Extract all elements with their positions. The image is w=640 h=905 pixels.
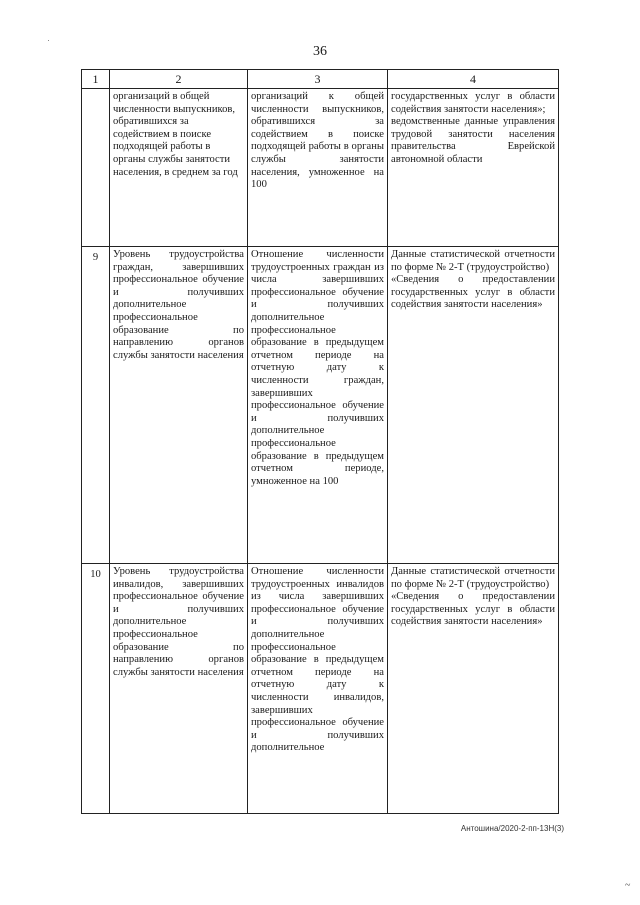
source-cell: [388, 89, 559, 247]
table-row: [82, 89, 559, 247]
table-row: [82, 247, 559, 564]
row-number: 10: [82, 564, 110, 814]
column-header: 4: [388, 70, 559, 89]
indicator-text: Уровень трудоустройства граждан, завершивших профессиональное обучение и получивших дополнительное профессиональное образование по направлению органов службы занятости населения: [113, 249, 244, 361]
source-text: «Сведения о предоставлении государственных услуг в области содействия занятости населения»: [391, 274, 555, 311]
indicator-cell: [110, 247, 248, 564]
method-cell: [248, 564, 388, 814]
indicator-text: Уровень трудоустройства инвалидов, завершивших профессиональное обучение и получивших дополнительное профессиональное образование по направлению органов службы занятости населения: [113, 566, 244, 678]
indicator-cell: [110, 564, 248, 814]
column-header: 1: [82, 70, 110, 89]
method-text: Отношение численности трудоустроенных инвалидов из числа завершивших профессиональное обучение и получивших дополнительное профессиональное образование в предыдущем отчетном периоде на отчетную дату к численности инвалидов, завершивших профессиональное обучение и получивших дополнительное: [251, 566, 384, 754]
column-header: 2: [110, 70, 248, 89]
method-text: организаций к общей численности выпускников, обратившихся за содействием в поиске подходящей работы в органы службы занятости населения, умноженное на 100: [251, 91, 384, 191]
source-text: ведомственные данные управления трудовой занятости населения правительства Еврейской автономной области: [391, 116, 555, 165]
corner-mark: ~: [625, 880, 631, 891]
table-header-row: [82, 70, 559, 89]
page-number: 36: [313, 44, 327, 59]
scan-speck: [48, 40, 49, 41]
indicators-table: [81, 69, 559, 814]
source-text: «Сведения о предоставлении государственных услуг в области содействия занятости населения»: [391, 591, 555, 628]
indicator-cell: [110, 89, 248, 247]
method-text: Отношение численности трудоустроенных граждан из числа завершивших профессиональное обучение и получивших дополнительное профессиональное образование в предыдущем отчетном периоде на отчетную дату к численности граждан, завершивших профессиональное обучение и получивших дополнительное профессиональное образование в предыдущем отчетном периоде, умноженное на 100: [251, 249, 384, 487]
source-cell: [388, 564, 559, 814]
source-cell: [388, 247, 559, 564]
source-text: Данные статистической отчетности по форме № 2-Т (трудоустройство): [391, 566, 555, 590]
indicator-text: организаций в общей численности выпускников, обратившихся за содействием в поиске подходящей работы в органы службы занятости населения, в среднем за год: [113, 91, 238, 178]
method-cell: [248, 89, 388, 247]
document-code: Антошина/2020-2-пп-13Н(3): [460, 824, 564, 833]
method-cell: [248, 247, 388, 564]
source-text: государственных услуг в области содействия занятости населения»;: [391, 91, 555, 115]
source-text: Данные статистической отчетности по форме № 2-Т (трудоустройство): [391, 249, 555, 273]
table-row: [82, 564, 559, 814]
row-number: 9: [82, 247, 110, 564]
row-number: [82, 89, 110, 247]
column-header: 3: [248, 70, 388, 89]
